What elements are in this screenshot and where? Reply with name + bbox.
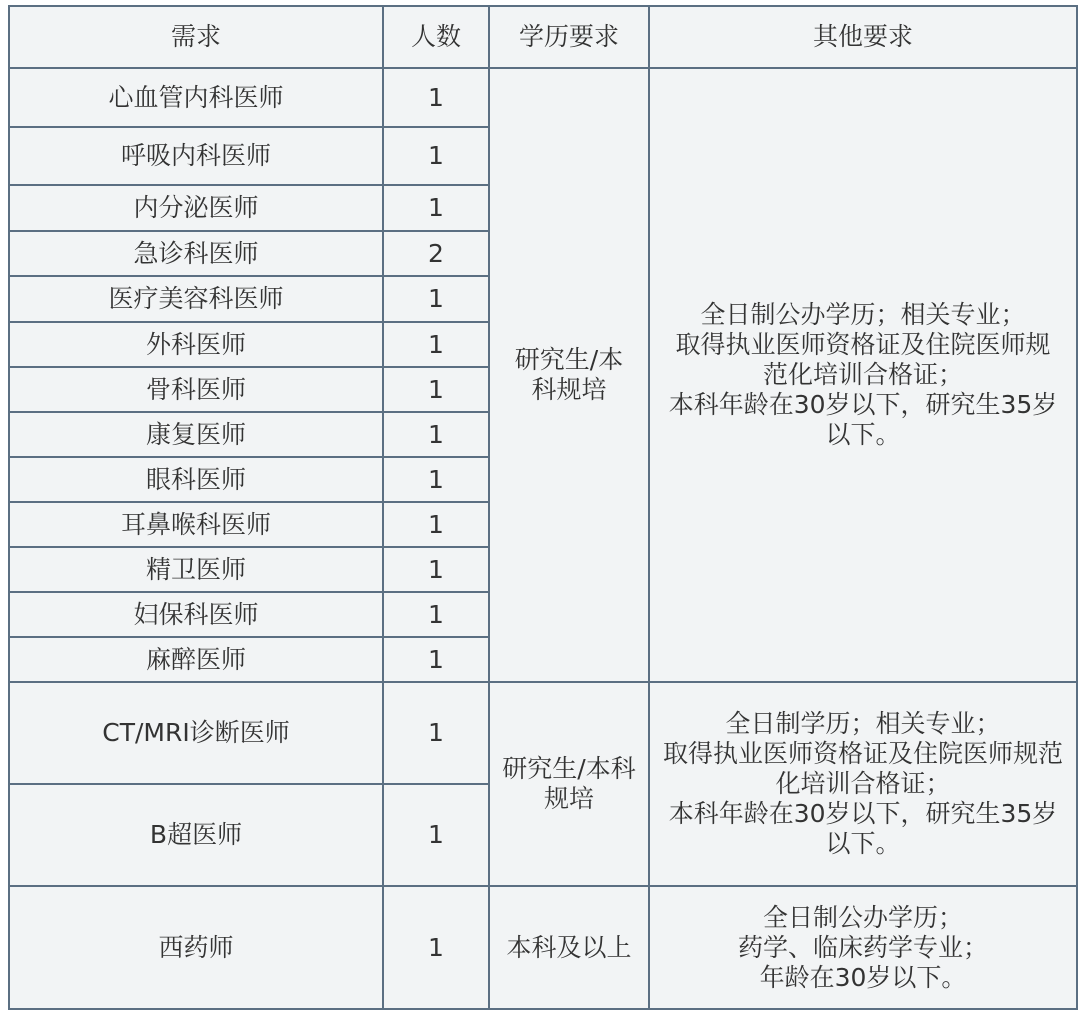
table-row xyxy=(9,68,1077,127)
requirement-line: 取得执业医师资格证及住院医师规范 xyxy=(662,739,1063,768)
requirement-line: 全日制公办学历； xyxy=(762,902,963,932)
count-cell: 1 xyxy=(383,127,489,185)
header-position: 需求 xyxy=(9,6,383,68)
header-other: 其他要求 xyxy=(649,6,1077,68)
other-requirements-cell xyxy=(649,682,1077,886)
requirement-line: 以下。 xyxy=(825,420,901,449)
education-cell xyxy=(489,682,649,886)
position-cell: 骨科医师 xyxy=(9,367,383,412)
requirement-line: 本科年龄在30岁以下，研究生35岁 xyxy=(668,799,1058,828)
position-cell: 西药师 xyxy=(9,886,383,1009)
position-cell: CT/MRI诊断医师 xyxy=(9,682,383,784)
count-cell: 1 xyxy=(383,276,489,322)
count-cell: 1 xyxy=(383,784,489,886)
table-row xyxy=(9,682,1077,784)
requirement-line: 本科年龄在30岁以下，研究生35岁 xyxy=(668,390,1058,419)
count-cell: 1 xyxy=(383,367,489,412)
count-cell: 1 xyxy=(383,886,489,1009)
header-row xyxy=(9,6,1077,68)
education-line: 研究生/本科 xyxy=(502,754,636,783)
count-cell: 1 xyxy=(383,682,489,784)
count-cell: 1 xyxy=(383,547,489,592)
requirement-line: 药学、临床药学专业； xyxy=(737,932,988,962)
position-cell: B超医师 xyxy=(9,784,383,886)
count-cell: 2 xyxy=(383,231,489,276)
requirement-line: 化培训合格证； xyxy=(775,769,951,798)
count-cell: 1 xyxy=(383,68,489,127)
count-cell: 1 xyxy=(383,412,489,457)
header-count: 人数 xyxy=(383,6,489,68)
requirement-line: 取得执业医师资格证及住院医师规 xyxy=(675,330,1051,359)
count-cell: 1 xyxy=(383,457,489,502)
position-cell: 康复医师 xyxy=(9,412,383,457)
education-line: 规培 xyxy=(543,784,594,813)
education-line: 科规培 xyxy=(531,375,607,404)
requirement-line: 年龄在30岁以下。 xyxy=(759,962,967,992)
position-cell: 精卫医师 xyxy=(9,547,383,592)
position-cell: 耳鼻喉科医师 xyxy=(9,502,383,547)
recruitment-table xyxy=(8,5,1078,1010)
table-row xyxy=(9,886,1077,1009)
position-cell: 麻醉医师 xyxy=(9,637,383,682)
position-cell: 外科医师 xyxy=(9,322,383,367)
position-cell: 呼吸内科医师 xyxy=(9,127,383,185)
position-cell: 急诊科医师 xyxy=(9,231,383,276)
count-cell: 1 xyxy=(383,592,489,637)
education-line: 本科及以上 xyxy=(506,932,632,962)
position-cell: 内分泌医师 xyxy=(9,185,383,231)
count-cell: 1 xyxy=(383,185,489,231)
position-cell: 医疗美容科医师 xyxy=(9,276,383,322)
other-requirements-cell xyxy=(649,886,1077,1009)
requirement-line: 全日制学历；相关专业； xyxy=(725,709,1001,738)
count-cell: 1 xyxy=(383,322,489,367)
requirement-line: 范化培训合格证； xyxy=(762,360,963,389)
position-cell: 妇保科医师 xyxy=(9,592,383,637)
position-cell: 心血管内科医师 xyxy=(9,68,383,127)
requirement-line: 全日制公办学历；相关专业； xyxy=(700,300,1026,329)
other-requirements-cell xyxy=(649,68,1077,682)
count-cell: 1 xyxy=(383,502,489,547)
education-cell xyxy=(489,886,649,1009)
education-cell xyxy=(489,68,649,682)
education-line: 研究生/本 xyxy=(514,345,624,374)
position-cell: 眼科医师 xyxy=(9,457,383,502)
count-cell: 1 xyxy=(383,637,489,682)
header-education: 学历要求 xyxy=(489,6,649,68)
requirement-line: 以下。 xyxy=(825,829,901,858)
